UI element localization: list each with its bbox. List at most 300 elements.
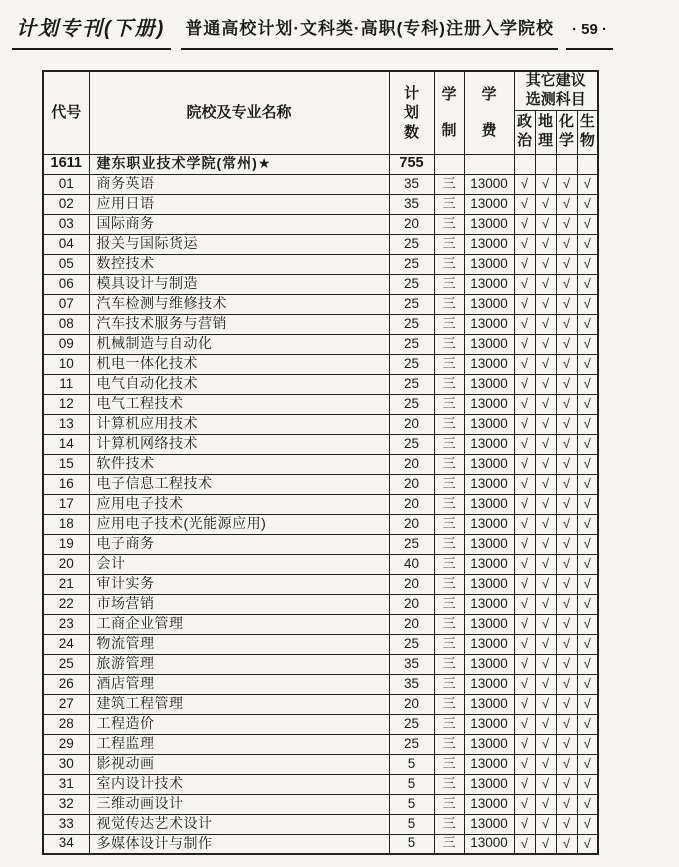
check-chemistry: √: [556, 174, 577, 194]
check-politics: √: [514, 794, 535, 814]
table-row: [43, 774, 598, 794]
check-chemistry: √: [556, 654, 577, 674]
check-politics: √: [514, 554, 535, 574]
row-code: 30: [43, 754, 89, 774]
row-plan: 755: [389, 154, 434, 174]
row-name: 应用电子技术(光能源应用): [89, 514, 389, 534]
row-code: 08: [43, 314, 89, 334]
check-biology: √: [577, 214, 598, 234]
check-biology: √: [577, 754, 598, 774]
table-row: [43, 534, 598, 554]
row-name: 审计实务: [89, 574, 389, 594]
row-tuition: 13000: [464, 174, 514, 194]
row-code: 09: [43, 334, 89, 354]
row-code: 01: [43, 174, 89, 194]
check-geography: √: [535, 834, 556, 854]
row-duration: 三: [434, 494, 464, 514]
check-politics: √: [514, 334, 535, 354]
table-row: [43, 734, 598, 754]
table-row: [43, 674, 598, 694]
check-chemistry: √: [556, 254, 577, 274]
row-tuition: 13000: [464, 774, 514, 794]
check-chemistry: √: [556, 194, 577, 214]
row-plan: 5: [389, 774, 434, 794]
table-row: [43, 374, 598, 394]
row-code: 1611: [43, 154, 89, 174]
check-biology: √: [577, 614, 598, 634]
check-chemistry: √: [556, 674, 577, 694]
row-name: 商务英语: [89, 174, 389, 194]
row-tuition: 13000: [464, 334, 514, 354]
check-politics: √: [514, 634, 535, 654]
check-politics: √: [514, 234, 535, 254]
row-tuition: 13000: [464, 254, 514, 274]
col-header-chemistry: 化学: [556, 110, 577, 154]
table-row: [43, 434, 598, 454]
row-tuition: 13000: [464, 414, 514, 434]
row-duration: 三: [434, 414, 464, 434]
row-tuition: 13000: [464, 234, 514, 254]
table-row: [43, 554, 598, 574]
check-politics: √: [514, 774, 535, 794]
row-tuition: 13000: [464, 554, 514, 574]
check-biology: √: [577, 434, 598, 454]
row-code: 18: [43, 514, 89, 534]
check-biology: √: [577, 594, 598, 614]
table-row: [43, 694, 598, 714]
row-code: 29: [43, 734, 89, 754]
table-row: [43, 474, 598, 494]
row-plan: 20: [389, 214, 434, 234]
row-plan: 25: [389, 374, 434, 394]
col-header-biology: 生物: [577, 110, 598, 154]
row-plan: 25: [389, 314, 434, 334]
check-chemistry: √: [556, 474, 577, 494]
check-biology: √: [577, 494, 598, 514]
check-chemistry: √: [556, 534, 577, 554]
institution-row: [43, 154, 598, 174]
table-row: [43, 194, 598, 214]
check-biology: √: [577, 294, 598, 314]
row-plan: 25: [389, 714, 434, 734]
check-biology: √: [577, 454, 598, 474]
check-chemistry: √: [556, 354, 577, 374]
row-duration: 三: [434, 254, 464, 274]
row-tuition: 13000: [464, 614, 514, 634]
check-politics: √: [514, 174, 535, 194]
row-name: 计算机网络技术: [89, 434, 389, 454]
row-name: 应用日语: [89, 194, 389, 214]
row-name: 电子信息工程技术: [89, 474, 389, 494]
check-politics: √: [514, 514, 535, 534]
row-tuition: 13000: [464, 714, 514, 734]
row-name: 旅游管理: [89, 654, 389, 674]
journal-title: 计划专刊(下册): [12, 12, 171, 50]
row-name: 工商企业管理: [89, 614, 389, 634]
row-duration: 三: [434, 714, 464, 734]
col-header-politics: 政治: [514, 110, 535, 154]
check-biology: √: [577, 794, 598, 814]
check-chemistry: √: [556, 634, 577, 654]
row-duration: 三: [434, 454, 464, 474]
row-code: 11: [43, 374, 89, 394]
table-row: [43, 514, 598, 534]
check-geography: √: [535, 454, 556, 474]
row-name: 机电一体化技术: [89, 354, 389, 374]
col-header-name: 院校及专业名称: [89, 71, 389, 154]
row-plan: 20: [389, 594, 434, 614]
check-geography: √: [535, 594, 556, 614]
row-name: 模具设计与制造: [89, 274, 389, 294]
row-name: 计算机应用技术: [89, 414, 389, 434]
row-plan: 5: [389, 814, 434, 834]
check-chemistry: √: [556, 594, 577, 614]
table-row: [43, 594, 598, 614]
row-plan: 25: [389, 294, 434, 314]
check-politics: √: [514, 474, 535, 494]
row-plan: 5: [389, 834, 434, 854]
row-duration: 三: [434, 794, 464, 814]
check-geography: √: [535, 234, 556, 254]
row-tuition: 13000: [464, 214, 514, 234]
table-row: [43, 654, 598, 674]
check-geography: √: [535, 214, 556, 234]
check-chemistry: √: [556, 774, 577, 794]
row-plan: 25: [389, 394, 434, 414]
row-code: 13: [43, 414, 89, 434]
row-duration: 三: [434, 334, 464, 354]
check-biology: √: [577, 314, 598, 334]
check-politics: √: [514, 414, 535, 434]
check-geography: √: [535, 354, 556, 374]
row-name: 会计: [89, 554, 389, 574]
check-geography: [535, 154, 556, 174]
row-name: 影视动画: [89, 754, 389, 774]
row-code: 04: [43, 234, 89, 254]
check-politics: √: [514, 434, 535, 454]
row-duration: 三: [434, 514, 464, 534]
check-politics: √: [514, 754, 535, 774]
row-duration: 三: [434, 754, 464, 774]
row-plan: 25: [389, 334, 434, 354]
check-politics: √: [514, 354, 535, 374]
row-plan: 20: [389, 474, 434, 494]
page-header: [12, 12, 671, 50]
row-duration: 三: [434, 294, 464, 314]
check-chemistry: √: [556, 274, 577, 294]
check-geography: √: [535, 654, 556, 674]
col-header-plan: 计划数: [389, 71, 434, 154]
row-code: 25: [43, 654, 89, 674]
row-tuition: 13000: [464, 794, 514, 814]
check-chemistry: [556, 154, 577, 174]
row-code: 31: [43, 774, 89, 794]
check-politics: √: [514, 714, 535, 734]
row-duration: 三: [434, 614, 464, 634]
row-name: 机械制造与自动化: [89, 334, 389, 354]
check-geography: √: [535, 634, 556, 654]
table-header: [43, 71, 598, 154]
row-tuition: 13000: [464, 294, 514, 314]
check-chemistry: √: [556, 374, 577, 394]
row-plan: 25: [389, 234, 434, 254]
check-politics: √: [514, 374, 535, 394]
check-biology: √: [577, 394, 598, 414]
row-plan: 20: [389, 494, 434, 514]
table-row: [43, 614, 598, 634]
row-plan: 20: [389, 414, 434, 434]
row-tuition: 13000: [464, 734, 514, 754]
row-tuition: 13000: [464, 374, 514, 394]
row-duration: 三: [434, 474, 464, 494]
row-duration: 三: [434, 814, 464, 834]
row-plan: 40: [389, 554, 434, 574]
row-tuition: 13000: [464, 634, 514, 654]
row-name: 室内设计技术: [89, 774, 389, 794]
check-chemistry: √: [556, 454, 577, 474]
row-duration: 三: [434, 274, 464, 294]
row-tuition: 13000: [464, 674, 514, 694]
check-politics: √: [514, 814, 535, 834]
row-duration: 三: [434, 194, 464, 214]
section-title: 普通高校计划·文科类·高职(专科)注册入学院校: [181, 14, 558, 50]
row-code: 15: [43, 454, 89, 474]
table-row: [43, 454, 598, 474]
check-biology: √: [577, 634, 598, 654]
check-chemistry: √: [556, 554, 577, 574]
row-code: 23: [43, 614, 89, 634]
row-name: 工程监理: [89, 734, 389, 754]
check-politics: √: [514, 394, 535, 414]
check-biology: √: [577, 534, 598, 554]
row-name: 三维动画设计: [89, 794, 389, 814]
check-biology: √: [577, 234, 598, 254]
row-name: 汽车检测与维修技术: [89, 294, 389, 314]
row-duration: 三: [434, 234, 464, 254]
row-code: 05: [43, 254, 89, 274]
table-row: [43, 414, 598, 434]
row-duration: 三: [434, 174, 464, 194]
check-geography: √: [535, 754, 556, 774]
check-chemistry: √: [556, 314, 577, 334]
row-tuition: 13000: [464, 474, 514, 494]
row-plan: 25: [389, 254, 434, 274]
check-chemistry: √: [556, 814, 577, 834]
check-biology: √: [577, 734, 598, 754]
row-duration: 三: [434, 214, 464, 234]
row-duration: 三: [434, 654, 464, 674]
row-code: 32: [43, 794, 89, 814]
check-politics: [514, 154, 535, 174]
row-duration: 三: [434, 634, 464, 654]
row-plan: 5: [389, 794, 434, 814]
check-biology: √: [577, 574, 598, 594]
check-politics: √: [514, 274, 535, 294]
check-chemistry: √: [556, 394, 577, 414]
row-tuition: 13000: [464, 814, 514, 834]
check-geography: √: [535, 694, 556, 714]
row-duration: 三: [434, 594, 464, 614]
row-tuition: 13000: [464, 434, 514, 454]
table-row: [43, 714, 598, 734]
col-header-code: 代号: [43, 71, 89, 154]
check-politics: √: [514, 694, 535, 714]
row-plan: 20: [389, 694, 434, 714]
check-geography: √: [535, 574, 556, 594]
check-geography: √: [535, 174, 556, 194]
row-code: 33: [43, 814, 89, 834]
row-code: 22: [43, 594, 89, 614]
row-code: 07: [43, 294, 89, 314]
table-row: [43, 354, 598, 374]
check-politics: √: [514, 734, 535, 754]
check-geography: √: [535, 774, 556, 794]
row-plan: 20: [389, 614, 434, 634]
check-biology: √: [577, 194, 598, 214]
check-biology: √: [577, 274, 598, 294]
check-geography: √: [535, 514, 556, 534]
row-duration: [434, 154, 464, 174]
table-row: [43, 274, 598, 294]
row-tuition: 13000: [464, 494, 514, 514]
check-chemistry: √: [556, 834, 577, 854]
admission-plan-table: [42, 70, 599, 855]
check-politics: √: [514, 254, 535, 274]
col-header-duration: 学制: [434, 71, 464, 154]
check-geography: √: [535, 274, 556, 294]
row-code: 03: [43, 214, 89, 234]
check-biology: √: [577, 774, 598, 794]
row-tuition: 13000: [464, 654, 514, 674]
check-chemistry: √: [556, 214, 577, 234]
check-chemistry: √: [556, 494, 577, 514]
check-politics: √: [514, 294, 535, 314]
row-plan: 35: [389, 674, 434, 694]
check-biology: √: [577, 714, 598, 734]
check-biology: √: [577, 334, 598, 354]
row-duration: 三: [434, 774, 464, 794]
row-name: 建筑工程管理: [89, 694, 389, 714]
row-plan: 25: [389, 274, 434, 294]
check-geography: √: [535, 494, 556, 514]
row-tuition: 13000: [464, 454, 514, 474]
table-row: [43, 394, 598, 414]
row-code: 20: [43, 554, 89, 574]
row-name: 应用电子技术: [89, 494, 389, 514]
row-tuition: 13000: [464, 694, 514, 714]
check-geography: √: [535, 374, 556, 394]
table-row: [43, 174, 598, 194]
row-tuition: 13000: [464, 274, 514, 294]
table-row: [43, 234, 598, 254]
row-duration: 三: [434, 834, 464, 854]
check-biology: √: [577, 834, 598, 854]
row-tuition: 13000: [464, 354, 514, 374]
check-chemistry: √: [556, 754, 577, 774]
check-chemistry: √: [556, 794, 577, 814]
check-geography: √: [535, 734, 556, 754]
row-duration: 三: [434, 674, 464, 694]
row-code: 26: [43, 674, 89, 694]
check-geography: √: [535, 534, 556, 554]
row-duration: 三: [434, 434, 464, 454]
row-plan: 25: [389, 354, 434, 374]
check-politics: √: [514, 594, 535, 614]
check-chemistry: √: [556, 334, 577, 354]
check-chemistry: √: [556, 234, 577, 254]
check-biology: √: [577, 814, 598, 834]
col-header-geography: 地理: [535, 110, 556, 154]
row-plan: 20: [389, 514, 434, 534]
table-row: [43, 314, 598, 334]
row-plan: 25: [389, 734, 434, 754]
row-code: 14: [43, 434, 89, 454]
table-row: [43, 214, 598, 234]
row-code: 27: [43, 694, 89, 714]
row-tuition: 13000: [464, 194, 514, 214]
row-name: 数控技术: [89, 254, 389, 274]
check-geography: √: [535, 294, 556, 314]
check-politics: √: [514, 674, 535, 694]
check-politics: √: [514, 654, 535, 674]
row-tuition: 13000: [464, 574, 514, 594]
table-row: [43, 574, 598, 594]
check-chemistry: √: [556, 614, 577, 634]
row-name: 国际商务: [89, 214, 389, 234]
row-name: 报关与国际货运: [89, 234, 389, 254]
check-politics: √: [514, 534, 535, 554]
check-chemistry: √: [556, 574, 577, 594]
check-politics: √: [514, 194, 535, 214]
check-biology: [577, 154, 598, 174]
row-code: 24: [43, 634, 89, 654]
check-politics: √: [514, 214, 535, 234]
row-plan: 20: [389, 454, 434, 474]
table-row: [43, 834, 598, 854]
row-tuition: 13000: [464, 534, 514, 554]
row-plan: 35: [389, 654, 434, 674]
row-name: 电气工程技术: [89, 394, 389, 414]
row-tuition: 13000: [464, 394, 514, 414]
table-row: [43, 294, 598, 314]
check-geography: √: [535, 614, 556, 634]
check-geography: √: [535, 394, 556, 414]
check-chemistry: √: [556, 294, 577, 314]
check-politics: √: [514, 314, 535, 334]
row-name: 汽车技术服务与营销: [89, 314, 389, 334]
check-geography: √: [535, 814, 556, 834]
check-biology: √: [577, 674, 598, 694]
check-geography: √: [535, 714, 556, 734]
check-chemistry: √: [556, 714, 577, 734]
row-duration: 三: [434, 734, 464, 754]
check-biology: √: [577, 354, 598, 374]
check-politics: √: [514, 834, 535, 854]
row-duration: 三: [434, 574, 464, 594]
row-duration: 三: [434, 374, 464, 394]
row-plan: 25: [389, 634, 434, 654]
table-row: [43, 254, 598, 274]
check-biology: √: [577, 414, 598, 434]
table-row: [43, 814, 598, 834]
row-name: 电子商务: [89, 534, 389, 554]
check-geography: √: [535, 794, 556, 814]
row-duration: 三: [434, 354, 464, 374]
check-geography: √: [535, 554, 556, 574]
row-name: 多媒体设计与制作: [89, 834, 389, 854]
table-row: [43, 494, 598, 514]
table-row: [43, 634, 598, 654]
